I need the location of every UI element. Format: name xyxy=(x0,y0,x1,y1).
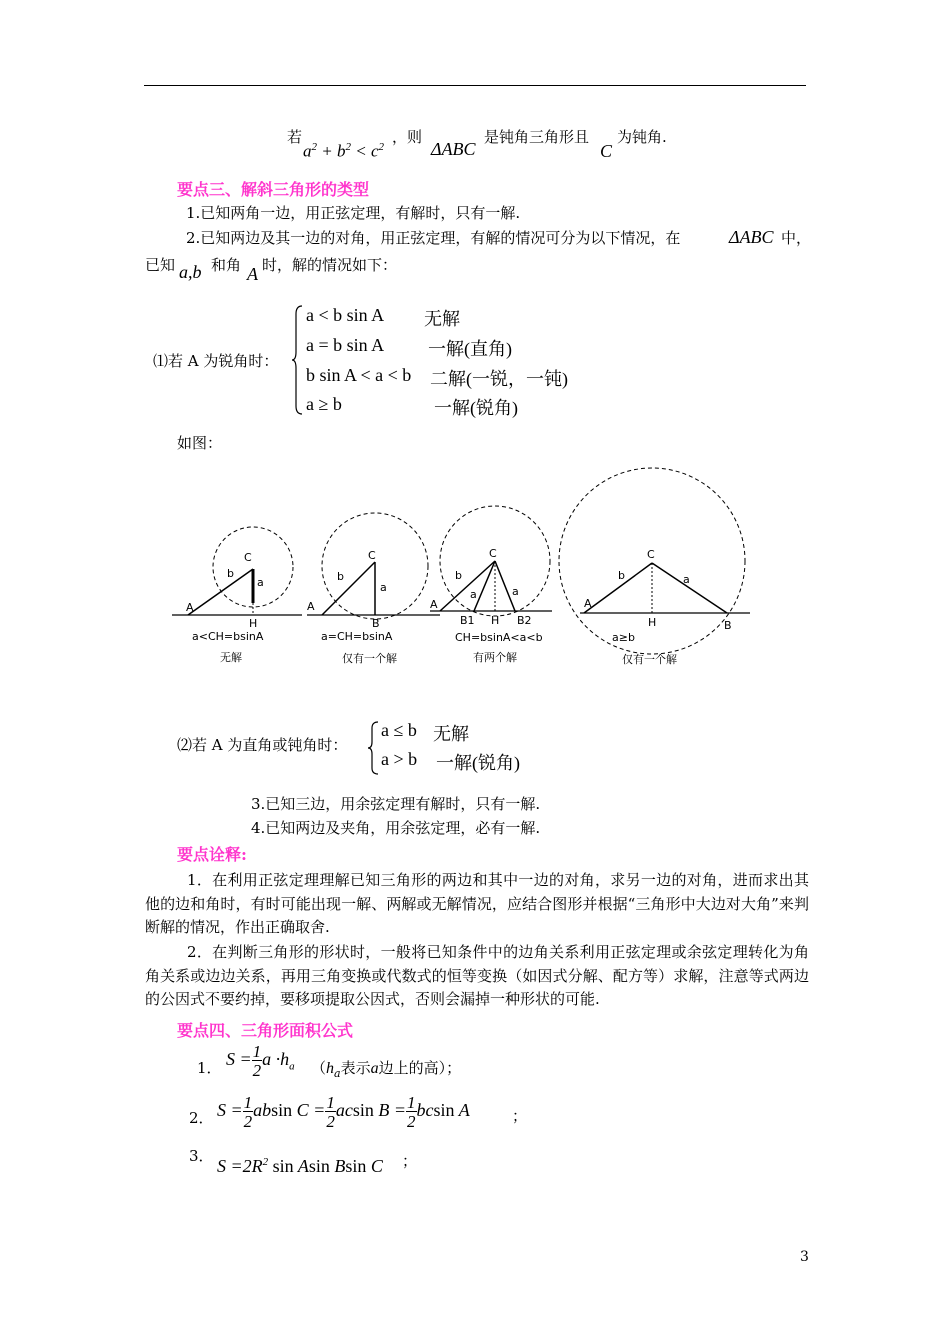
formula1-number: 1． xyxy=(197,1059,222,1077)
section3-item2-yizhi: 已知 xyxy=(145,256,176,274)
fig2-label-A: A xyxy=(307,600,315,613)
fig2-label-a: a xyxy=(380,581,387,594)
acute-case-3-res: 二解(一锐，一钝) xyxy=(430,369,568,389)
obtuse-case-2-cond: a > b xyxy=(381,749,418,769)
obtuse-case-2-res: 一解(锐角) xyxy=(436,753,520,773)
text-obtuse-angle: 为钝角. xyxy=(617,128,667,146)
obtuse-case-1-res: 无解 xyxy=(433,724,469,744)
text-ze: ，则 xyxy=(392,128,423,146)
section3-item2-shi: 时，解的情况如下： xyxy=(262,256,398,274)
fig1-label-h: H xyxy=(249,617,258,630)
fig3-label-b1: B1 xyxy=(460,614,475,627)
fig3-side-a1 xyxy=(474,561,495,611)
fig3-label-b: b xyxy=(455,569,462,582)
fig3-label-h: H xyxy=(491,614,500,627)
fig2-side-b xyxy=(322,562,375,615)
fig2-label-B: B xyxy=(372,617,380,630)
acute-case-2-res: 一解(直角) xyxy=(428,339,512,359)
fig1-caption: a<CH=bsinA xyxy=(192,630,264,643)
fig1-side-b xyxy=(188,569,253,615)
formula-condition: $a^2 + b^2 < c^2$ xyxy=(303,141,385,161)
fig3-label-a2: a xyxy=(512,585,519,598)
fig1-label-a: a xyxy=(257,576,264,589)
page-number: 3 xyxy=(800,1249,809,1265)
obtuse-label: ⑵若 A 为直角或钝角时： xyxy=(177,736,348,754)
acute-case-3-cond: b sin A < a < b xyxy=(306,365,412,385)
acute-case-2-cond: a = b sin A xyxy=(306,335,385,355)
fig2-label-b: b xyxy=(337,570,344,583)
formula1: S = $\frac{1}{2}$ $a \cdot h_a$ xyxy=(226,1042,295,1080)
section3-item2-zhong: 中， xyxy=(781,229,812,247)
section3-item3: 3.已知三边，用余弦定理有解时，只有一解. xyxy=(251,795,541,813)
acute-case-4-res: 一解(锐角) xyxy=(434,398,518,418)
fig1-label-c: C xyxy=(244,551,252,564)
text-obtuse-triangle: 是钝角三角形且 xyxy=(484,128,590,146)
section3-item2-line1: 2.已知两边及其一边的对角，用正弦定理，有解的情况可分为以下情况，在 xyxy=(186,229,681,247)
fig4-side-a xyxy=(652,563,727,613)
section3-item4: 4.已知两边及夹角，用余弦定理，必有一解. xyxy=(251,819,541,837)
acute-case-1-cond: a < b sin A xyxy=(306,305,385,325)
formula1-note: （$h_a$表示a边上的高）； xyxy=(311,1059,462,1080)
header-rule xyxy=(144,85,806,86)
acute-brace xyxy=(290,304,304,416)
fig4-label-c: C xyxy=(647,548,655,561)
fig3-caption: CH=bsinA<a<b xyxy=(455,631,543,644)
section3-title: 要点三、解斜三角形的类型 xyxy=(177,180,370,199)
section4-title: 要点四、三角形面积公式 xyxy=(177,1021,354,1040)
fig2-label-c: C xyxy=(368,549,376,562)
fig1-label-A: A xyxy=(186,601,194,614)
solution-cases-figure xyxy=(172,455,752,675)
formula3-number: 3． xyxy=(189,1147,214,1165)
fig4-label-a: a xyxy=(683,573,690,586)
formula-triangle: ΔABC xyxy=(431,139,476,159)
text-ruo: 若 xyxy=(287,128,303,146)
fig4-result: 仅有一个解 xyxy=(622,653,677,666)
formula3-end: ； xyxy=(402,1152,418,1170)
fig3-label-c: C xyxy=(489,547,497,560)
fig4-label-b: b xyxy=(618,569,625,582)
notes-paragraph-1: 1．在利用正弦定理理解已知三角形的两边和其中一边的对角，求另一边的对角，进而求出其他的边和角时，有时可能出现一解、两解或无解情况，应结合图形并根据“三角形中大边对大角”来判断解的情况，作出正确取舍. xyxy=(145,871,809,936)
notes-title: 要点诠释: xyxy=(177,845,247,864)
obtuse-case-1-cond: a ≤ b xyxy=(381,720,417,740)
fig3-side-b xyxy=(440,561,495,611)
section3-item2-hejiao: 和角 xyxy=(211,256,242,274)
figure-label: 如图： xyxy=(177,434,223,452)
notes-paragraph-2: 2．在判断三角形的形状时，一般将已知条件中的边角关系利用正弦定理或余弦定理转化为角角关系或边边关系，再用三角变换或代数式的恒等变换（如因式分解、配方等）求解，注意等式两边的公因式不要约掉，要移项提取公因式，否则会漏掉一种形状的可能. xyxy=(145,943,809,1008)
formula-ab: a,b xyxy=(179,262,202,282)
fig3-label-a1: a xyxy=(470,588,477,601)
fig2-caption: a=CH=bsinA xyxy=(321,630,393,643)
fig3-result: 有两个解 xyxy=(473,651,517,664)
fig4-label-A: A xyxy=(584,597,592,610)
fig1-result: 无解 xyxy=(220,651,242,664)
acute-case-4-cond: a ≥ b xyxy=(306,394,342,414)
section3-item1: 1.已知两角一边，用正弦定理，有解时，只有一解. xyxy=(186,204,521,222)
formula2: S = $\frac{1}{2}$ absin C = $\frac{1}{2}$ acsin B = $\frac{1}{2}$ bcsin A xyxy=(217,1093,470,1131)
obtuse-brace xyxy=(366,720,380,776)
fig4-label-B: B xyxy=(724,619,732,632)
acute-case-1-res: 无解 xyxy=(424,309,460,329)
formula2-number: 2． xyxy=(189,1109,214,1127)
fig2-result: 仅有一个解 xyxy=(342,652,397,665)
acute-label: ⑴若 A 为锐角时： xyxy=(153,352,279,370)
fig4-label-h: H xyxy=(648,616,657,629)
fig3-label-A: A xyxy=(430,598,438,611)
formula-angle-c: C xyxy=(600,141,613,161)
formula-triangle-2: ΔABC xyxy=(729,227,774,247)
formula-angle-a: A xyxy=(247,264,258,284)
fig3-label-b2: B2 xyxy=(517,614,532,627)
figure-3 xyxy=(430,506,552,616)
formula2-end: ； xyxy=(512,1107,528,1125)
figure-2 xyxy=(307,513,440,619)
formula3: $S =2R^2$ sin Asin Bsin C xyxy=(217,1156,383,1176)
fig4-caption: a≥b xyxy=(612,631,635,644)
fig1-label-b: b xyxy=(227,567,234,580)
